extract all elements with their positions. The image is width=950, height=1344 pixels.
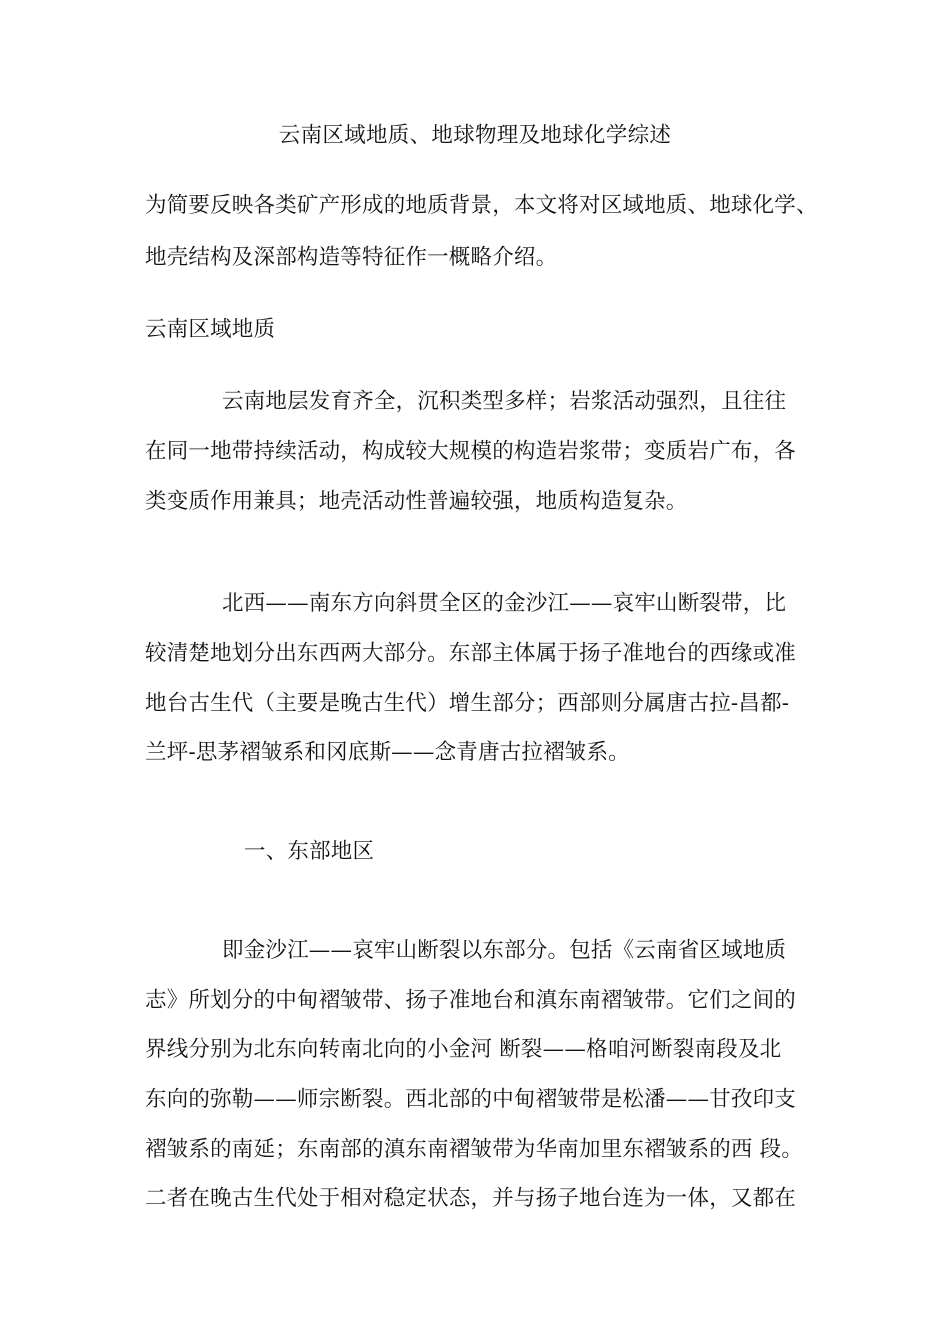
paragraph2-line-3: 地台古生代（主要是晚古生代）增生部分；西部则分属唐古拉-昌都- [145,691,790,716]
subsection-heading: 一、东部地区 [244,839,375,864]
intro-line-1: 为简要反映各类矿产形成的地质背景，本文将对区域地质、地球化学、 [145,193,818,218]
document-title: 云南区域地质、地球物理及地球化学综述 [278,123,672,148]
paragraph2-line-4: 兰坪-思茅褶皱系和冈底斯——念青唐古拉褶皱系。 [145,740,630,765]
intro-line-2: 地壳结构及深部构造等特征作一概略介绍。 [145,245,558,270]
section-heading: 云南区域地质 [145,317,276,342]
paragraph1-line-2: 在同一地带持续活动，构成较大规模的构造岩浆带；变质岩广布，各 [145,439,797,464]
paragraph3-line-4: 东向的弥勒——师宗断裂。西北部的中甸褶皱带是松潘——甘孜印支 [145,1087,797,1112]
paragraph3-line-5: 褶皱系的南延；东南部的滇东南褶皱带为华南加里东褶皱系的西 段。 [145,1137,804,1162]
paragraph3-line-3: 界线分别为北东向转南北向的小金河 断裂——格咱河断裂南段及北 [145,1037,782,1062]
paragraph1-line-3: 类变质作用兼具；地壳活动性普遍较强，地质构造复杂。 [145,489,688,514]
paragraph2-line-2: 较清楚地划分出东西两大部分。东部主体属于扬子准地台的西缘或准 [145,641,797,666]
paragraph1-line-1: 云南地层发育齐全，沉积类型多样；岩浆活动强烈，且往往 [222,389,787,414]
paragraph3-line-1: 即金沙江——哀牢山断裂以东部分。包括《云南省区域地质 [222,938,787,963]
paragraph2-line-1: 北西——南东方向斜贯全区的金沙江——哀牢山断裂带，比 [222,591,787,616]
paragraph3-line-6: 二者在晚古生代处于相对稳定状态，并与扬子地台连为一体，又都在 [145,1186,797,1211]
paragraph3-line-2: 志》所划分的中甸褶皱带、扬子准地台和滇东南褶皱带。它们之间的 [145,988,797,1013]
